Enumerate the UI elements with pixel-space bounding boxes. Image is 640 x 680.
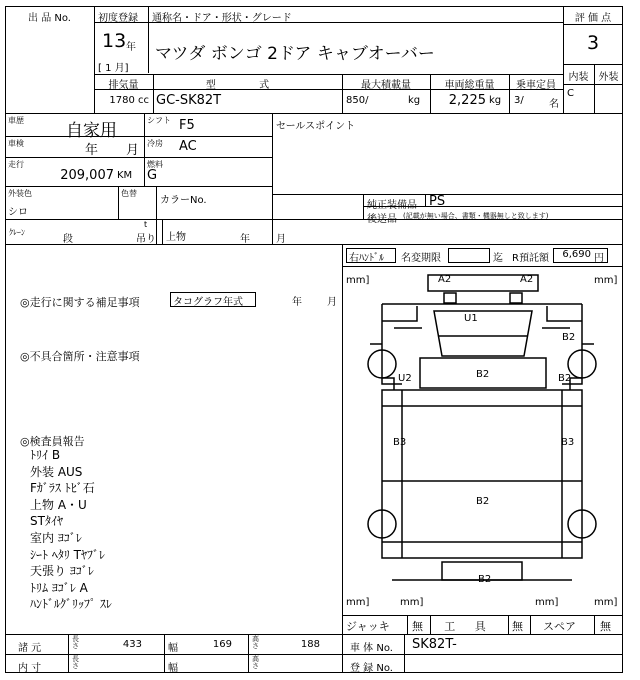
damage-code: B2	[478, 574, 492, 585]
crane-unit: 段	[63, 234, 73, 245]
score-label: 評 価 点	[574, 13, 612, 24]
interior-width-label: 幅	[168, 663, 178, 674]
damage-code: A2	[438, 274, 452, 285]
registration-label: 登 録 No.	[350, 663, 393, 674]
report-line: 外装 AUS	[30, 464, 83, 479]
damage-code: U1	[464, 313, 478, 324]
interior-size-label: 内 寸	[18, 663, 42, 674]
deposit-value: 6,690	[562, 249, 591, 260]
crane-label: ｸﾚｰﾝ	[9, 228, 25, 237]
report-line: STﾀｲﾔ	[30, 514, 63, 529]
chassis-number: SK82T-	[412, 637, 457, 652]
type-label: 型 式	[205, 80, 290, 91]
color-number-label: カラーNo.	[160, 195, 207, 206]
model-label: 通称名・ドア・形状・グレード	[152, 13, 292, 24]
lift-ton: t	[144, 220, 148, 229]
name-change-label: 名変期限	[401, 253, 441, 264]
deposit-label: R預託額	[512, 253, 549, 264]
spec-label: 諸 元	[18, 643, 42, 654]
mm-bracket: mm]	[346, 275, 370, 286]
mileage-unit: KM	[117, 170, 133, 181]
damage-code: B3	[393, 437, 407, 448]
shift-value: F5	[179, 118, 195, 133]
damage-code: B2	[476, 369, 490, 380]
year-unit: 年	[126, 42, 136, 53]
report-line: Fｶﾞﾗｽ ﾄﾋﾞ石	[30, 481, 95, 496]
defects-label: ◎不具合箇所・注意事項	[20, 350, 140, 363]
until-label: 迄	[493, 253, 503, 264]
upper-body-month: 月	[276, 234, 286, 245]
report-line: ｼｰﾄ ﾍﾀﾘ Tﾔﾌﾞﾚ	[30, 547, 105, 562]
history-label: 車歴	[8, 116, 24, 125]
ac-label: 冷房	[147, 139, 163, 148]
report-line: 天張り ﾖｺﾞﾚ	[30, 564, 94, 579]
upper-body-label: 上物	[166, 232, 186, 243]
height-label: 高さ	[252, 635, 259, 650]
fuel-label: 燃料	[147, 160, 163, 169]
mm-bracket: mm]	[346, 597, 370, 608]
report-line: ﾄﾘﾑ ﾖｺﾞﾚ A	[30, 580, 88, 595]
chassis-label: 車 体 No.	[350, 643, 393, 654]
upper-body-year: 年	[240, 234, 250, 245]
tachograph-year: 年	[292, 297, 302, 308]
capacity-unit: 名	[549, 99, 559, 110]
damage-code: U2	[398, 373, 412, 384]
first-registration-year: 13	[102, 30, 127, 52]
inspector-report-label: ◎検査員報告	[20, 435, 85, 448]
height-value: 188	[300, 639, 320, 650]
displacement-value: 1780 cc	[109, 95, 149, 106]
max-load-value: 850/	[346, 95, 369, 106]
max-load-unit: kg	[408, 95, 421, 106]
jack-label: ジャッキ	[346, 620, 390, 633]
fuel-value: G	[147, 168, 158, 183]
tachograph-label: タコグラフ年式	[173, 297, 243, 308]
mm-bracket: mm]	[400, 597, 424, 608]
history-value: 自家用	[66, 121, 117, 141]
gross-weight-label: 車両総重量	[444, 80, 495, 91]
interior-height-label: 高さ	[252, 655, 259, 670]
first-registration-month: [ 1 月]	[98, 63, 129, 74]
equipment-label: 純正装備品	[367, 200, 417, 211]
color-label: 外装色	[8, 189, 32, 198]
mileage-label: 走行	[8, 160, 24, 169]
capacity-label: 乗車定員	[516, 80, 556, 91]
report-line: ﾄﾘｲ B	[30, 448, 61, 462]
lot-number-label: 出 品 No.	[28, 13, 71, 24]
model-name: マツダ ボンゴ 2ドア キャブオーバー	[155, 44, 435, 64]
handle-position: 右ﾊﾝﾄﾞﾙ	[349, 253, 384, 264]
tools-value: 無	[512, 620, 523, 633]
deposit-unit: 円	[594, 253, 604, 264]
equipment-value: PS	[429, 194, 446, 209]
sales-points-label: セールスポイント	[276, 121, 356, 132]
mileage-value: 209,007	[60, 168, 114, 183]
gross-weight-unit: kg	[489, 95, 502, 106]
lift-label: 吊り	[136, 234, 156, 245]
spare-label: スペア	[543, 620, 576, 633]
width-label: 幅	[168, 643, 178, 654]
vehicle-damage-diagram	[342, 266, 623, 614]
tachograph-month: 月	[327, 297, 337, 308]
score-value: 3	[586, 32, 600, 54]
displacement-label: 排気量	[108, 80, 139, 91]
mm-bracket: mm]	[594, 597, 618, 608]
damage-code: B2	[562, 332, 576, 343]
length-label: 長さ	[72, 635, 79, 650]
damage-code: A2	[520, 274, 534, 285]
length-value: 433	[122, 639, 142, 650]
gross-weight-value: 2,225	[448, 93, 486, 108]
interior-grade-label: 内装	[568, 72, 589, 83]
inspection-label: 車検	[8, 139, 24, 148]
inspection-month: 月	[126, 143, 140, 158]
exterior-grade-label: 外装	[598, 72, 619, 83]
shift-label: シフト	[147, 116, 171, 125]
spare-value: 無	[600, 620, 611, 633]
interior-length-label: 長さ	[72, 655, 79, 670]
mm-bracket: mm]	[594, 275, 618, 286]
capacity-value: 3/	[514, 95, 524, 106]
post-delivery-label: 後送品	[367, 214, 397, 225]
width-value: 169	[212, 639, 232, 650]
damage-code: B2	[476, 496, 490, 507]
damage-code: B2	[558, 373, 572, 384]
tools-label: 工 具	[444, 620, 494, 633]
color-value: シロ	[8, 207, 28, 218]
report-line: ﾊﾝﾄﾞﾙｸﾞﾘｯﾌﾟ ｽﾚ	[30, 597, 112, 612]
type-value: GC-SK82T	[156, 93, 222, 108]
damage-code: B3	[561, 437, 575, 448]
ac-value: AC	[179, 139, 197, 154]
jack-value: 無	[412, 620, 423, 633]
max-load-label: 最大積載量	[361, 80, 411, 91]
driving-notes-label: ◎走行に関する補足事項	[20, 296, 140, 309]
report-line: 上物 A・U	[30, 497, 87, 512]
mm-bracket: mm]	[535, 597, 559, 608]
color-change-label: 色替	[121, 189, 137, 198]
report-line: 室内 ﾖｺﾞﾚ	[30, 530, 82, 545]
inspector-report-lines	[30, 447, 112, 613]
interior-grade-value: C	[567, 88, 574, 99]
post-delivery-note: (記載が無い場合、書類・機器無しと致します)	[403, 212, 549, 220]
first-registration-label: 初度登録	[98, 13, 138, 24]
inspection-year: 年	[85, 143, 99, 158]
